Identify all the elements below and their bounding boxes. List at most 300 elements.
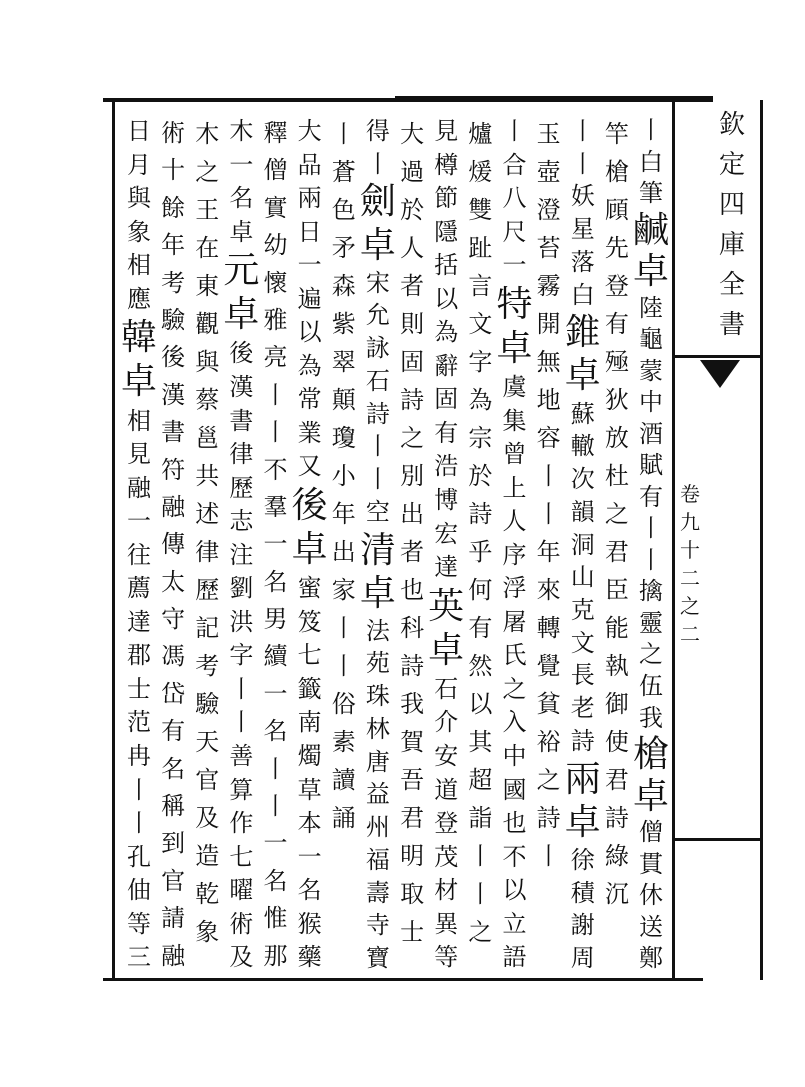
text-char: 丨 [229,708,254,737]
text-char: 及 [195,804,220,832]
text-char: 觀 [195,310,220,338]
headword-char: 卓 [564,801,601,843]
text-char: 送 [639,912,663,941]
text-char: 節 [434,184,459,213]
text-char: 字 [229,641,254,670]
text-char: 遍 [297,284,322,313]
text-char: 與 [127,184,151,213]
text-char: 歷 [195,576,220,604]
text-char: 覺 [536,652,561,680]
text-char: 詩 [365,399,390,428]
text-char: 年 [331,500,356,528]
fishtail-line-bottom [675,838,760,841]
text-char: 有 [604,310,629,338]
text-char: 名 [161,754,186,783]
text-char: 漢 [161,380,186,409]
text-char: 丨 [127,809,151,838]
text-char: 苔 [536,234,561,262]
text-char: 槍 [604,158,629,186]
text-char: 融 [127,473,151,502]
text-column [530,115,568,975]
text-char: 道 [434,775,459,804]
text-char: 文 [468,310,493,338]
text-char: 氏 [502,641,527,670]
text-char: 洞 [570,530,595,559]
text-char: 白 [570,280,595,309]
text-char: 卓 [229,217,254,246]
text-char: 執 [604,652,629,680]
text-char: 南 [297,708,322,737]
text-char: 符 [161,455,186,484]
text-char: 丨 [536,842,561,870]
text-char: 蔡 [195,386,220,414]
headword-char: 卓 [359,224,396,266]
text-char: 集 [502,406,527,435]
text-char: 蜜 [297,574,322,603]
text-char: 作 [229,809,254,838]
text-char: 惟 [263,904,288,933]
text-char: 趾 [468,234,493,262]
text-char: 曜 [229,876,254,905]
text-char: 雙 [468,196,493,224]
text-char: 考 [195,652,220,680]
text-char: 家 [331,576,356,604]
text-char: 後 [229,339,254,368]
headword-char: 元 [223,250,260,292]
text-char: 之 [195,158,220,186]
text-char: 丨 [468,842,493,870]
text-char: 石 [434,674,459,703]
text-char: 雅 [263,305,288,334]
text-char: 材 [434,876,459,905]
text-char: 籤 [297,674,322,703]
text-char: 字 [468,348,493,376]
left-border [112,100,115,980]
text-char: 括 [434,251,459,280]
margin-title-char: 欽 [718,110,745,140]
text-char: 星 [570,215,595,244]
text-char: 為 [468,386,493,414]
text-char: 一 [502,251,527,280]
text-char: 及 [229,943,254,972]
text-char: 於 [400,196,425,224]
text-char: 詩 [468,500,493,528]
text-char: 融 [161,492,186,521]
headword-char: 兩 [564,758,601,800]
text-char: 之 [400,424,425,452]
text-char: 相 [127,406,151,435]
text-char: 我 [639,703,663,732]
text-column [154,115,192,975]
text-char: 安 [434,742,459,771]
text-char: 能 [604,614,629,642]
text-char: 陸 [639,293,663,322]
text-char: 燭 [297,742,322,771]
text-char: 浩 [434,452,459,481]
text-char: 丨 [639,116,663,144]
text-column [598,115,636,975]
text-char: 徐 [570,845,595,874]
text-char: 誦 [331,804,356,832]
text-char: 鄭 [639,944,663,973]
text-char: 以 [297,318,322,347]
text-char: 於 [468,462,493,490]
text-char: 綠 [604,842,629,870]
text-char: 算 [229,775,254,804]
text-char: 宋 [365,268,390,297]
text-char: 術 [161,119,186,147]
text-char: 太 [161,567,186,596]
text-char: 出 [400,500,425,528]
text-char: 等 [127,909,151,938]
text-char: 君 [604,538,629,566]
text-char: 茂 [434,842,459,871]
text-char: 本 [297,809,322,838]
text-char: 林 [365,714,390,743]
text-char: 律 [229,440,254,469]
text-char: 常 [297,385,322,414]
text-char: 落 [570,247,595,276]
text-char: 象 [127,217,151,246]
text-char: 寶 [365,944,390,972]
text-char: 澄 [536,196,561,224]
text-char: 年 [161,231,186,260]
text-char: 詩 [400,386,425,414]
text-char: 范 [127,708,151,737]
text-char: 別 [400,462,425,490]
text-char: 岱 [161,679,186,708]
text-char: 寺 [365,911,390,940]
margin-volume-char: 卷 [680,482,700,506]
text-char: 後 [161,343,186,372]
text-char: 邕 [195,424,220,452]
margin-title-char: 四 [718,190,745,220]
text-char: 書 [161,418,186,447]
text-char: 業 [297,418,322,447]
text-char: 有 [468,614,493,642]
text-char: 丨 [263,380,288,409]
headword-char: 卓 [359,572,396,614]
text-char: 見 [434,117,459,145]
text-char: 明 [400,842,425,870]
text-column [120,115,158,975]
text-char: 顛 [331,386,356,414]
text-char: 一 [297,251,322,280]
text-char: 丨 [502,117,527,145]
text-char: 也 [502,809,527,838]
text-char: 名 [229,184,254,213]
headword-char: 鹹 [632,209,669,251]
text-char: 守 [161,605,186,634]
text-char: 詣 [468,804,493,832]
text-char: 丨 [365,149,390,178]
text-char: 國 [502,775,527,804]
text-char: 玉 [536,120,561,148]
text-char: 以 [502,876,527,905]
text-char: 登 [434,809,459,838]
text-char: 在 [195,234,220,262]
text-char: 詩 [570,726,595,755]
text-char: 達 [127,607,151,636]
text-char: 丨 [536,462,561,490]
text-char: 蘇 [570,399,595,428]
text-char: 不 [502,842,527,871]
margin-title-char: 庫 [718,230,745,260]
text-char: 殛 [604,348,629,376]
text-char: 述 [195,500,220,528]
text-char: 有 [639,482,663,511]
text-char: 郡 [127,641,151,670]
text-column [427,115,465,975]
text-char: 頋 [604,196,629,224]
text-char: 馮 [161,642,186,671]
text-char: 中 [639,388,663,417]
headword-char: 卓 [496,327,533,369]
text-char: 俗 [331,690,356,718]
text-char: 科 [400,614,425,642]
text-char: 歷 [229,473,254,502]
text-char: 丨 [127,775,151,804]
text-char: 十 [161,156,186,185]
text-char: 一 [297,842,322,871]
text-char: 三 [127,943,151,972]
text-char: 驗 [161,305,186,334]
text-char: 貫 [639,849,663,878]
text-char: 東 [195,272,220,300]
text-char: 龜 [639,325,663,354]
text-char: 名 [263,567,288,596]
text-char: 象 [195,918,220,946]
text-char: 入 [502,708,527,737]
text-char: 超 [468,766,493,794]
text-char: 次 [570,465,595,494]
headword-char: 特 [496,283,533,325]
text-char: 浮 [502,574,527,603]
text-char: 丨 [639,514,663,543]
text-char: 者 [400,538,425,566]
text-char: 那 [263,941,288,970]
text-char: 素 [331,728,356,756]
text-char: 丨 [365,465,390,494]
margin-volume-char: 二 [680,622,700,646]
headword-char: 後 [291,485,328,527]
text-char: 立 [502,909,527,938]
text-char: 丨 [229,674,254,703]
text-char: 壺 [536,158,561,186]
text-char: 詩 [536,804,561,832]
headword-char: 卓 [632,251,669,293]
headword-char: 槍 [632,734,669,776]
text-char: 不 [263,455,288,484]
text-char: 轉 [536,614,561,642]
text-char: 品 [297,150,322,179]
text-column [257,115,295,975]
text-char: 羣 [263,492,288,521]
headword-char: 卓 [291,529,328,571]
text-char: 先 [604,234,629,262]
text-char: 來 [536,576,561,604]
text-char: 宗 [468,424,493,452]
text-char: 宏 [434,519,459,548]
headword-char: 清 [359,529,396,571]
text-char: 伍 [639,671,663,700]
text-char: 大 [297,117,322,145]
text-char: 積 [570,878,595,907]
text-char: 妖 [570,182,595,211]
text-char: 紫 [331,310,356,338]
text-char: 狄 [604,386,629,414]
text-char: 乾 [195,880,220,908]
text-char: 善 [229,742,254,771]
text-char: 中 [502,742,527,771]
text-char: 伷 [127,876,151,905]
text-char: 之 [536,766,561,794]
text-char: 志 [229,507,254,536]
headword-char: 卓 [564,355,601,397]
text-char: 爐 [468,120,493,148]
text-char: 有 [434,418,459,447]
text-char: 讀 [331,766,356,794]
headword-char: 劍 [359,181,396,223]
text-char: 使 [604,728,629,756]
text-char: 人 [400,234,425,262]
text-char: 虞 [502,373,527,402]
headword-char: 卓 [428,629,465,671]
text-char: 乎 [468,538,493,566]
text-char: 王 [195,196,220,224]
text-char: 造 [195,842,220,870]
text-char: 詩 [400,652,425,680]
text-char: 謝 [570,911,595,940]
text-char: 周 [570,944,595,972]
text-char: 薦 [127,574,151,603]
text-char: 賦 [639,451,663,480]
text-char: 丨 [263,418,288,447]
text-char: 丨 [331,120,356,148]
text-column [461,115,499,975]
text-column [325,115,363,975]
text-char: 合 [502,150,527,179]
text-char: 之 [604,500,629,528]
text-char: 白 [639,147,663,176]
margin-volume-char: 十 [680,538,700,562]
text-char: 洪 [229,607,254,636]
text-char: 然 [468,652,493,680]
text-char: 開 [536,310,561,338]
text-char: 笈 [297,607,322,636]
text-char: 允 [365,301,390,330]
text-char: 考 [161,268,186,297]
text-char: 過 [400,158,425,186]
text-char: 七 [229,842,254,871]
text-char: 介 [434,708,459,737]
text-char: 僧 [639,818,663,847]
text-char: 請 [161,904,186,933]
text-char: 又 [297,452,322,481]
text-char: 兩 [297,184,322,213]
margin-book-title [712,105,752,345]
text-char: 固 [434,385,459,414]
text-char: 幼 [263,231,288,260]
margin-title-char: 定 [718,150,745,180]
text-char: 藥 [297,943,322,972]
text-char: 年 [536,538,561,566]
text-char: 石 [365,366,390,395]
text-char: 尺 [502,217,527,246]
text-char: 語 [502,943,527,972]
text-char: 到 [161,829,186,858]
text-char: 名 [263,717,288,746]
text-char: 山 [570,563,595,592]
text-char: 術 [229,909,254,938]
text-char: 翠 [331,348,356,376]
text-char: 蒼 [331,158,356,186]
text-char: 煖 [468,158,493,186]
text-char: 樽 [434,150,459,179]
text-char: 珠 [365,682,390,711]
text-char: 上 [502,473,527,502]
text-char: 之 [639,640,663,669]
text-char: 森 [331,272,356,300]
text-char: 克 [570,595,595,624]
text-char: 吾 [400,766,425,794]
text-char: 為 [297,351,322,380]
text-char: 丨 [536,500,561,528]
text-char: 固 [400,348,425,376]
text-char: 為 [434,318,459,347]
margin-volume-char: 二 [680,566,700,590]
text-char: 君 [604,766,629,794]
text-char: 丨 [468,880,493,908]
text-char: 文 [570,628,595,657]
text-char: 草 [297,775,322,804]
text-char: 一 [263,530,288,559]
text-char: 賀 [400,728,425,756]
top-border-right [395,96,713,102]
text-char: 法 [365,616,390,645]
text-column [393,115,431,975]
text-char: 等 [434,943,459,972]
text-char: 續 [263,642,288,671]
text-column [632,115,670,975]
text-char: 書 [229,406,254,435]
text-char: 矛 [331,234,356,262]
text-column [564,115,602,975]
bottom-border [103,978,703,981]
text-char: 一 [263,829,288,858]
text-char: 注 [229,540,254,569]
text-char: 男 [263,605,288,634]
text-char: 人 [502,507,527,536]
text-char: 辭 [434,351,459,380]
text-char: 往 [127,540,151,569]
text-char: 僧 [263,156,288,185]
text-char: 劉 [229,574,254,603]
text-char: 共 [195,462,220,490]
text-char: 靈 [639,608,663,637]
text-char: 我 [400,690,425,718]
text-char: 之 [502,674,527,703]
text-char: 苑 [365,649,390,678]
text-char: 益 [365,780,390,809]
text-char: 空 [365,497,390,526]
text-column [188,115,226,975]
text-char: 傳 [161,530,186,559]
text-char: 實 [263,193,288,222]
text-char: 裕 [536,728,561,756]
text-char: 君 [400,804,425,832]
text-char: 韻 [570,497,595,526]
